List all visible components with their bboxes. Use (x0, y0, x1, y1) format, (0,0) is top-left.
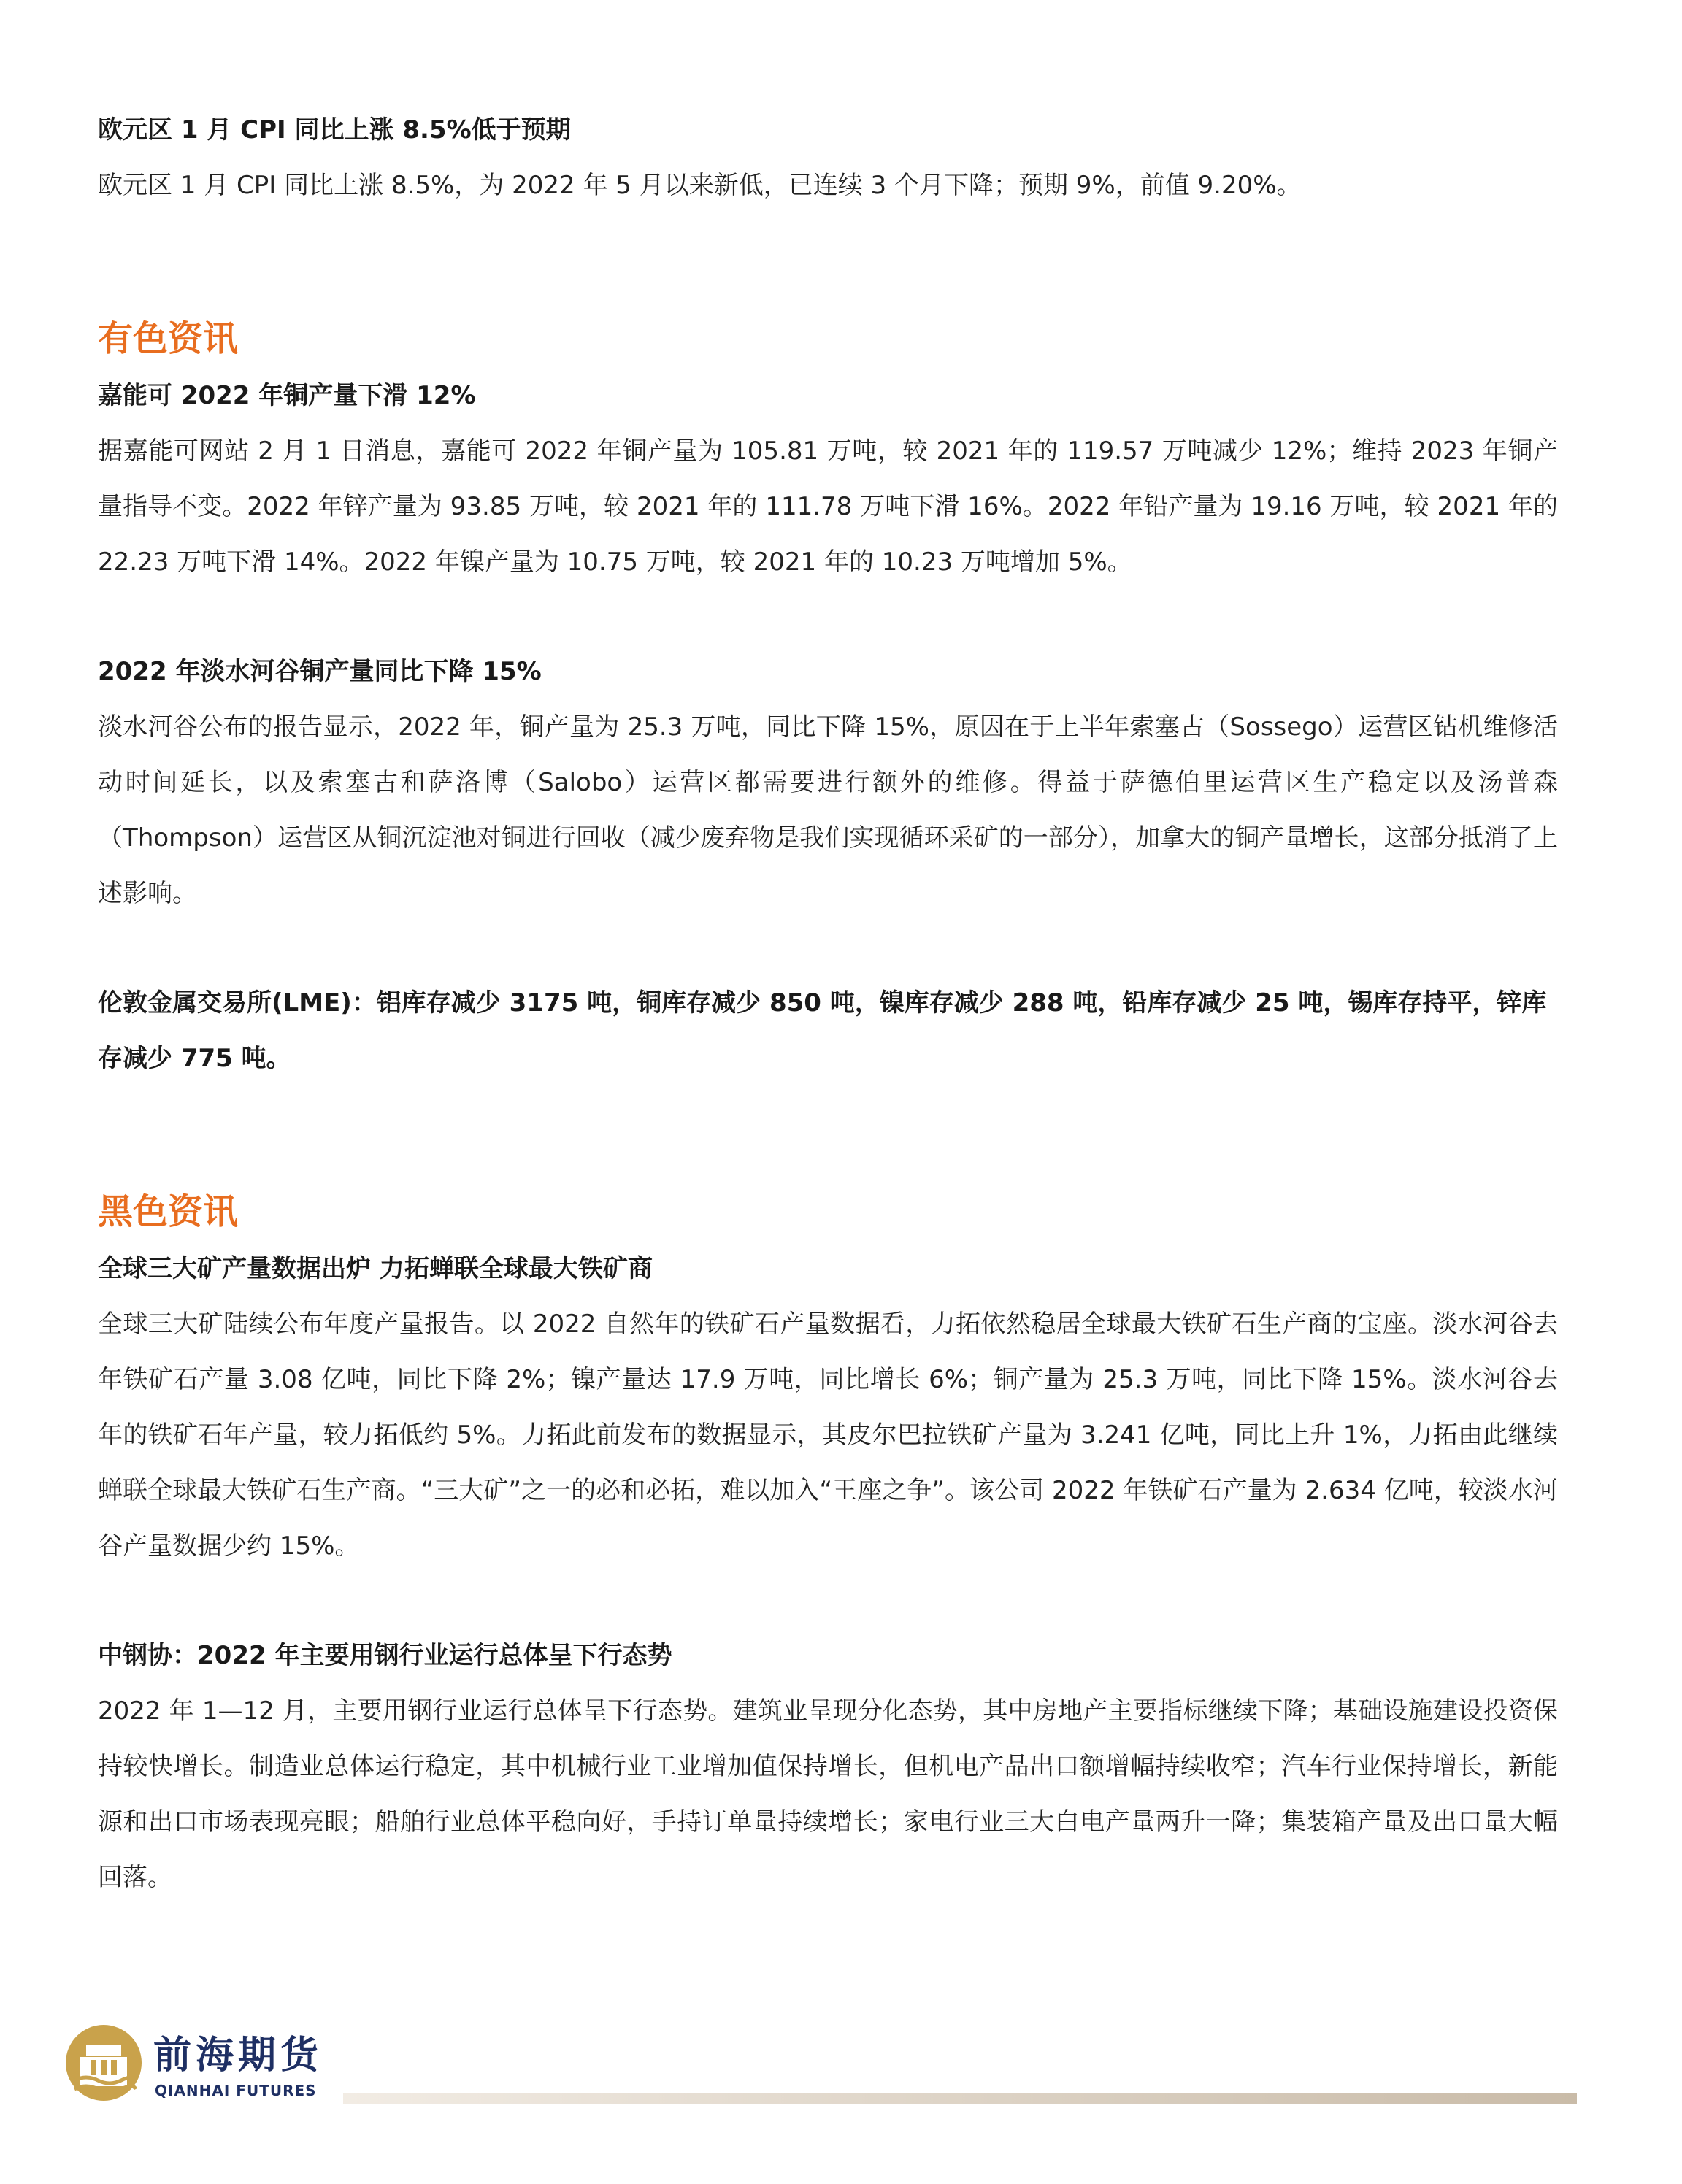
qianhai-logo-icon (64, 2023, 143, 2102)
macro-body: 欧元区 1 月 CPI 同比上涨 8.5%，为 2022 年 5 月以来新低，已连续 3 个月下降；预期 9%，前值 9.20%。 (98, 171, 1302, 200)
footer-divider (343, 2093, 1577, 2104)
page-footer (0, 2015, 1682, 2124)
article-body-steel-association: 2022 年 1—12 月，主要用钢行业运行总体呈下行态势。建筑业呈现分化态势，其中房地产主要指标继续下降；基础设施建设投资保持较快增长。制造业总体运行稳定，其中机械行业工业增加值保持增长，但机电产品出口额增幅持续收窄；汽车行业保持增长，新能源和出口市场表现亮眼；船舶行业总体平稳向好，手持订单量持续增长；家电行业三大白电产量两升一降；集装箱产量及出口量大幅回落。 (98, 1696, 1558, 1892)
article-title-glencore: 嘉能可 2022 年铜产量下滑 12% (98, 381, 476, 410)
section-heading-nonferrous: 有色资讯 (98, 318, 239, 359)
macro-title: 欧元区 1 月 CPI 同比上涨 8.5%低于预期 (98, 115, 571, 145)
logo-text-chinese: 前海期货 (153, 2033, 323, 2077)
article-title-iron-ore: 全球三大矿产量数据出炉 力拓蝉联全球最大铁矿商 (98, 1254, 653, 1283)
article-body-glencore: 据嘉能可网站 2 月 1 日消息，嘉能可 2022 年铜产量为 105.81 万吨，较 2021 年的 119.57 万吨减少 12%；维持 2023 年铜产量指导不变。2022 年锌产量为 93.85 万吨，较 2021 年的 111.78 万吨下滑 16%。2022 年铅产量为 19.16 万吨，较 2021 年的 22.23 万吨下滑 14%。2022 年镍产量为 10.75 万吨，较 2021 年的 10.23 万吨增加 5%。 (98, 437, 1558, 577)
article-body-iron-ore: 全球三大矿陆续公布年度产量报告。以 2022 自然年的铁矿石产量数据看，力拓依然稳居全球最大铁矿石生产商的宝座。淡水河谷去年铁矿石产量 3.08 亿吨，同比下降 2%；镍产量达 17.9 万吨，同比增长 6%；铜产量为 25.3 万吨，同比下降 15%。淡水河谷去年的铁矿石年产量，较力拓低约 5%。力拓此前发布的数据显示，其皮尔巴拉铁矿产量为 3.241 亿吨，同比上升 1%，力拓由此继续蝉联全球最大铁矿石生产商。“三大矿”之一的必和必拓，难以加入“王座之争”。该公司 2022 年铁矿石产量为 2.634 亿吨，较淡水河谷产量数据少约 15%。 (98, 1310, 1558, 1561)
page-content (98, 102, 1558, 1905)
lme-inventory-summary: 伦敦金属交易所(LME)：铝库存减少 3175 吨，铜库存减少 850 吨，镍库存减少 288 吨，铅库存减少 25 吨，锡库存持平，锌库存减少 775 吨。 (98, 988, 1547, 1073)
article-body-vale-copper: 淡水河谷公布的报告显示，2022 年，铜产量为 25.3 万吨，同比下降 15%，原因在于上半年索塞古（Sossego）运营区钻机维修活动时间延长，以及索塞古和萨洛博（Salobo）运营区都需要进行额外的维修。得益于萨德伯里运营区生产稳定以及汤普森（Thompson）运营区从铜沉淀池对铜进行回收（减少废弃物是我们实现循环采矿的一部分），加拿大的铜产量增长，这部分抵消了上述影响。 (98, 712, 1558, 908)
logo-text-english: QIANHAI FUTURES (155, 2082, 317, 2099)
section-heading-ferrous: 黑色资讯 (98, 1191, 239, 1232)
article-title-vale-copper: 2022 年淡水河谷铜产量同比下降 15% (98, 657, 542, 686)
article-title-steel-association: 中钢协：2022 年主要用钢行业运行总体呈下行态势 (98, 1641, 672, 1670)
